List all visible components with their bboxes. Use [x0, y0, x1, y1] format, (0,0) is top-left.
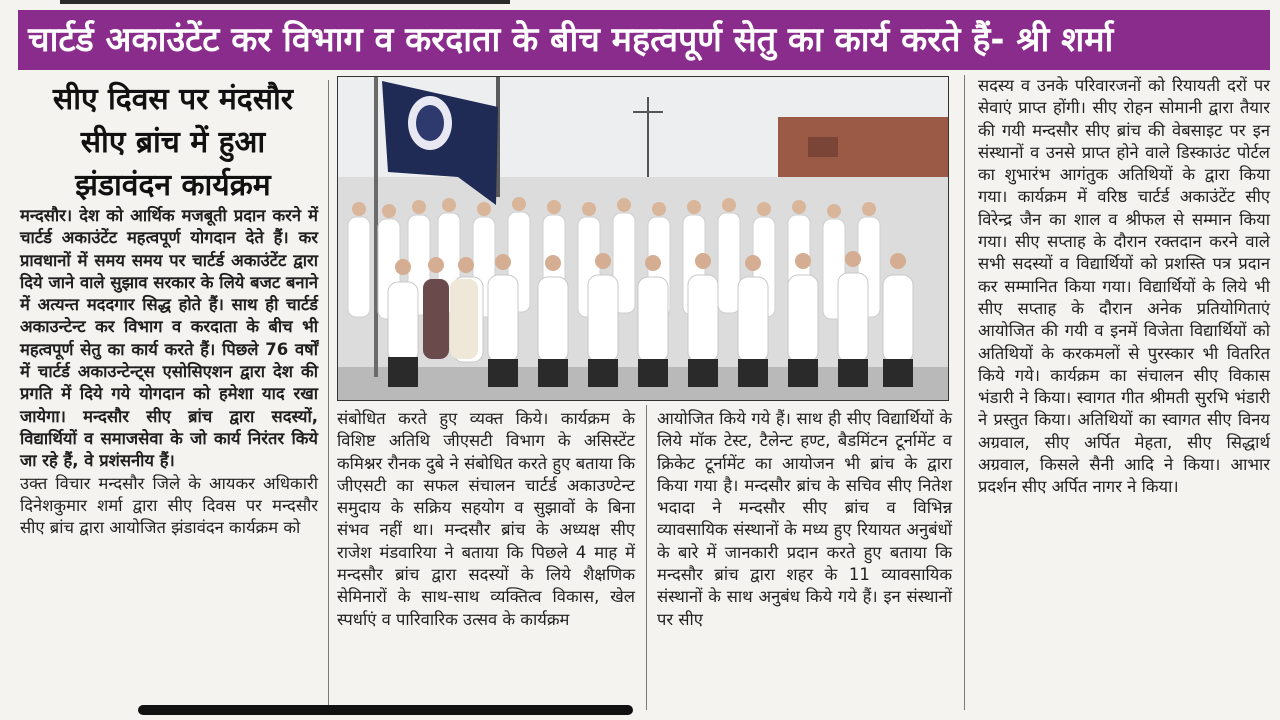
headline-line-1: सीए दिवस पर मंदसौर: [52, 82, 294, 117]
column-divider: [964, 75, 965, 710]
article-headline: [18, 78, 328, 207]
column-1-paragraph-2: उक्त विचार मन्दसौर जिले के आयकर अधिकारी दिनेशकुमार शर्मा द्वारा सीए दिवस पर मन्दसौर सीए ब्रांच द्वारा आयोजित झंडावंदन कार्यक्रम को: [20, 473, 318, 538]
column-1: [20, 205, 318, 539]
banner-headline: चार्टर्ड अकाउंटेंट कर विभाग व करदाता के बीच महत्वपूर्ण सेतु का कार्य करते हैं- श्री शर्मा: [18, 10, 1270, 70]
column-2: [337, 408, 635, 631]
column-divider: [328, 80, 329, 710]
group-photo: [337, 76, 949, 401]
column-3-text: आयोजित किये गये हैं। साथ ही सीए विद्यार्थियों के लिये मॉक टेस्ट, टैलेन्ट हण्ट, बैडमिंटन टूर्नामेंट व क्रिकेट टूर्नामेंट का आयोजन भी ब्रांच के द्वारा किया गया है। मन्दसौर ब्रांच के सचिव सीए नितेश भदादा ने मन्दसौर सीए ब्रांच व विभिन्न व्यावसायिक संस्थानों के मध्य हुए रियायत अनुबंधों के बारे में जानकारी प्रदान करते हुए बताया कि मन्दसौर ब्रांच द्वारा शहर के 11 व्यावसायिक संस्थानों के साथ अनुबंध किये गये हैं। इन संस्थानों पर सीए: [657, 409, 952, 629]
scrollbar[interactable]: [138, 705, 633, 715]
headline-line-2: सीए ब्रांच में हुआ: [80, 125, 266, 160]
top-rule: [60, 0, 510, 4]
column-4-text: सदस्य व उनके परिवारजनों को रियायती दरों पर सेवाएं प्राप्त होंगी। सीए रोहन सोमानी द्वारा तैयार की गयी मन्दसौर सीए ब्रांच की वेबसाइट पर इन संस्थानों व उनसे प्राप्त होने वाले डिस्काउंट पोर्टल का शुभारंभ आगंतुक अतिथियों के द्वारा किया गया। कार्यक्रम में वरिष्ठ चार्टर्ड अकाउंटेंट सीए विरेन्द्र जैन का शाल व श्रीफल से सम्मान किया गया। सीए सप्ताह के दौरान रक्तदान करने वाले सभी सदस्यों व विद्यार्थियों को प्रशस्ति पत्र प्रदान कर सम्मानित किया गया। विद्यार्थियों के लिये भी सीए सप्ताह के दौरान अनेक प्रतियोगिताएं आयोजित की गयी व इनमें विजेता विद्यार्थियों को अतिथियों के करकमलों से पुरस्कार भी वितरित किये गये। कार्यक्रम का संचालन सीए विकास भंडारी ने किया। स्वागत गीत श्रीमती सुरभि भंडारी ने प्रस्तुत किया। अतिथियों का स्वागत सीए विनय अग्रवाल, सीए अर्पित मेहता, सीए सिद्धार्थ अग्रवाल, किसले सैनी आदि ने किया। आभार प्रदर्शन सीए अर्पित नागर ने किया।: [978, 76, 1270, 497]
group-photo-illustration: [338, 77, 949, 401]
headline-line-3: झंडावंदन कार्यक्रम: [75, 168, 271, 203]
column-3: [657, 408, 952, 631]
column-2-text: संबोधित करते हुए व्यक्त किये। कार्यक्रम के विशिष्ट अतिथि जीएसटी विभाग के असिस्टेंट कमिश्नर रौनक दुबे ने संबोधित करते हुए बताया कि जीएसटी का सफल संचालन चार्टर्ड अकाउण्टेन्ट समुदाय के सक्रिय सहयोग व सुझावों के बिना संभव नहीं था। मन्दसौर ब्रांच के अध्यक्ष सीए राजेश मंडवारिया ने बताया कि पिछले 4 माह में मन्दसौर ब्रांच द्वारा सदस्यों के लिये शैक्षणिक सेमिनारों के साथ-साथ व्यक्तित्व विकास, खेल स्पर्धाएं व पारिवारिक उत्सव के कार्यक्रम: [337, 409, 635, 629]
lead-paragraph: मन्दसौर। देश को आर्थिक मजबूती प्रदान करने में चार्टर्ड अकाउंटेंट महत्वपूर्ण योगदान देते हैं। कर प्रावधानों में समय समय पर चार्टर्ड अकाउंटेंट द्वारा दिये जाने वाले सुझाव सरकार के लिये बजट बनाने में अत्यन्त मददगार सिद्ध होते हैं। साथ ही चार्टर्ड अकाउन्टेन्ट कर विभाग व करदाता के बीच भी महत्वपूर्ण सेतु का कार्य करते हैं। पिछले 76 वर्षों में चार्टर्ड अकाउन्टेन्ट्स एसोसिएशन द्वारा देश की प्रगति में दिये गये योगदान को हमेशा याद रखा जायेगा। मन्दसौर सीए ब्रांच द्वारा सदस्यों, विद्यार्थियों व समाजसेवा के जो कार्य निरंतर किये जा रहे हैं, वे प्रशंसनीय हैं।: [20, 206, 318, 471]
column-divider: [646, 405, 647, 710]
column-4: [978, 75, 1270, 499]
